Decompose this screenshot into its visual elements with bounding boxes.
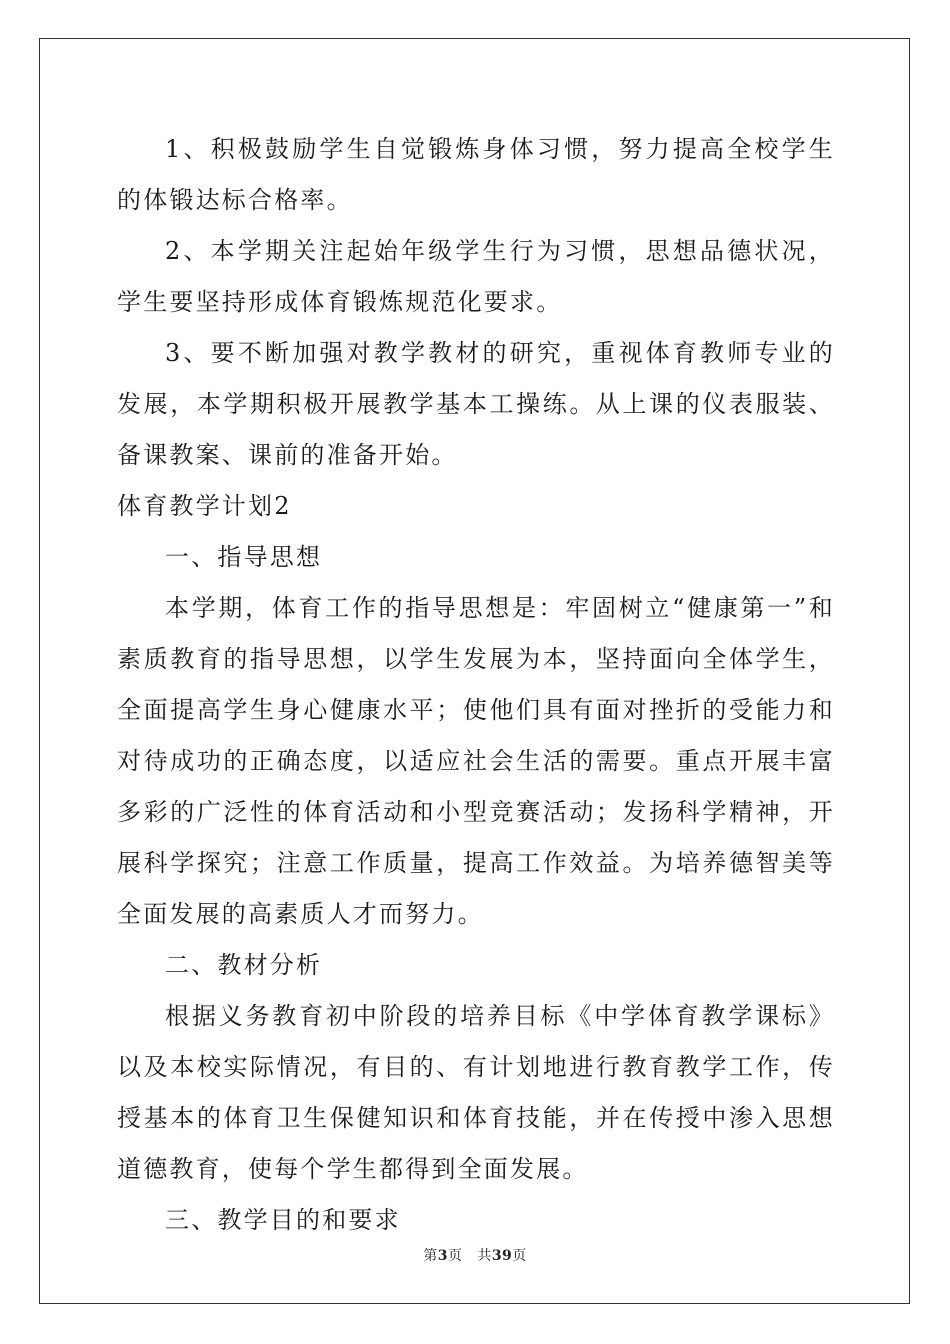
- section-title: 体育教学计划2: [117, 492, 292, 520]
- paragraph-guiding-thought: 本学期，体育工作的指导思想是：牢固树立“健康第一”和素质教育的指导思想，以学生发展为本，坚持面向全体学生，全面提高学生身心健康水平；使他们具有面对挫折的受能力和对待成功的正确态度，以适应社会生活的需要。重点开展丰富多彩的广泛性的体育活动和小型竞赛活动；发扬科学精神，开展科学探究；注意工作质量，提高工作效益。为培养德智美等全面发展的高素质人才而努力。: [117, 594, 835, 928]
- paragraph-item-1: 1、积极鼓励学生自觉锻炼身体习惯，努力提高全校学生的体锻达标合格率。: [117, 135, 835, 214]
- footer-page-number: 3: [437, 1248, 448, 1264]
- footer-prefix: 第: [423, 1248, 438, 1264]
- heading-teaching-goals: 三、教学目的和要求: [165, 1206, 401, 1234]
- paragraph-item-3: 3、要不断加强对教学教材的研究，重视体育教师专业的发展，本学期积极开展教学基本工操练。从上课的仪表服装、备课教案、课前的准备开始。: [117, 339, 835, 469]
- paragraph-material-analysis: 根据义务教育初中阶段的培养目标《中学体育教学课标》以及本校实际情况，有目的、有计划地进行教育教学工作，传授基本的体育卫生保健知识和体育技能，并在传授中渗入思想道德教育，使每个学生都得到全面发展。: [117, 1002, 835, 1183]
- heading-guiding-thought: 一、指导思想: [165, 543, 323, 571]
- footer-page-unit: 页: [447, 1248, 463, 1264]
- heading-material-analysis: 二、教材分析: [165, 951, 323, 979]
- footer-total-pages: 39: [491, 1248, 513, 1264]
- page-footer: [0, 1245, 950, 1265]
- paragraph-item-2: 2、本学期关注起始年级学生行为习惯，思想品德状况，学生要坚持形成体育锻炼规范化要求。: [117, 237, 835, 316]
- footer-total-unit: 页: [512, 1248, 527, 1264]
- document-body: [117, 124, 835, 1246]
- footer-total-prefix: 共: [477, 1248, 492, 1264]
